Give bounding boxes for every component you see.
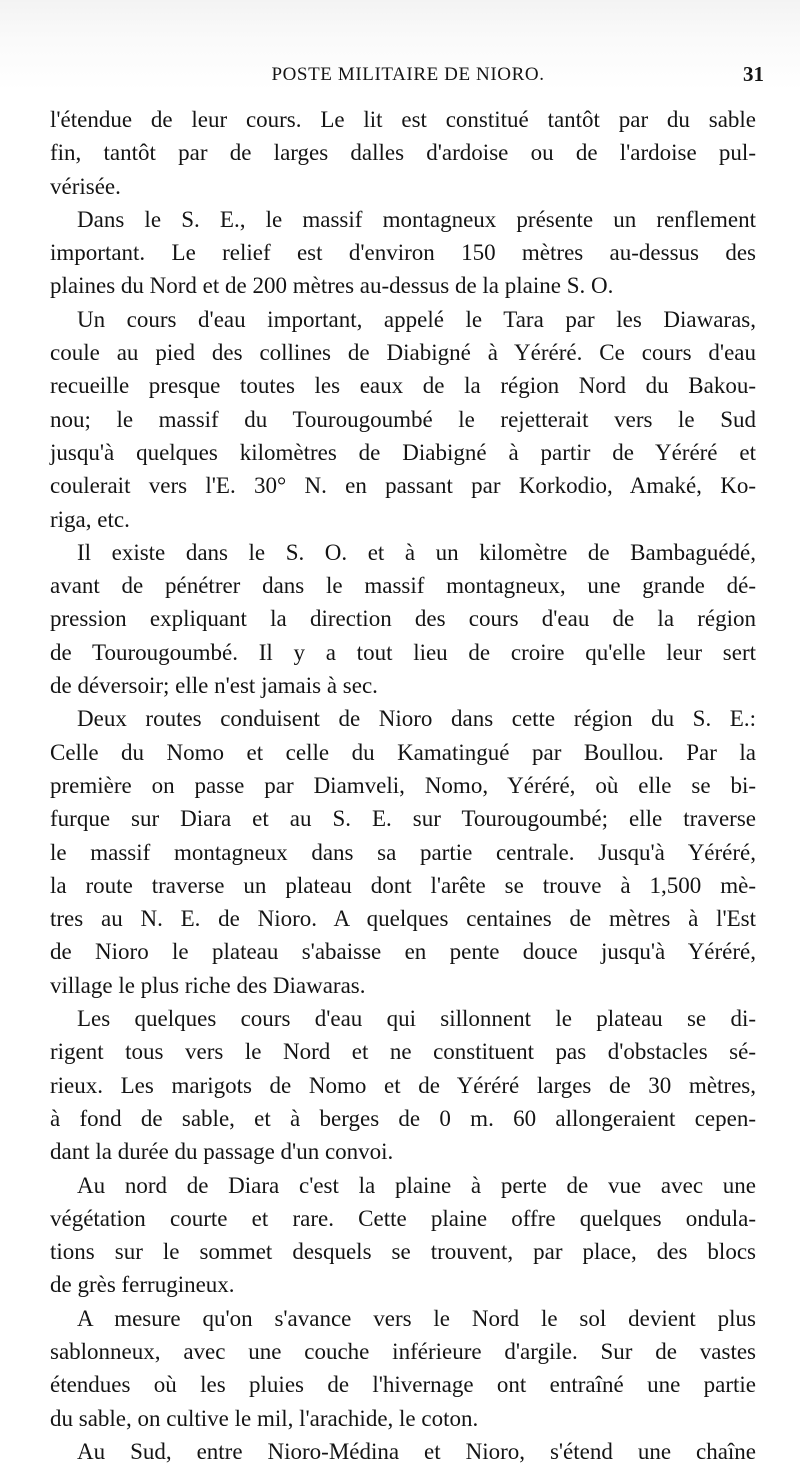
text-line: de grès ferrugineux. [50,1272,235,1298]
text-line: A mesure qu'on s'avance vers le Nord le sol devient plus [77,1305,756,1331]
body-text [50,103,756,1468]
text-line: Les quelques cours d'eau qui sillonnent le plateau se di- [77,1006,756,1032]
text-line: Deux routes conduisent de Nioro dans cette région du S. E.: [77,706,756,732]
text-line: jusqu'à quelques kilomètres de Diabigné à partir de Yéréré et [50,439,756,465]
text-line: de Nioro le plateau s'abaisse en pente douce jusqu'à Yéréré, [50,939,756,965]
text-line: coulerait vers l'E. 30° N. en passant par Korkodio, Amaké, Ko- [50,473,756,499]
text-line: dant la durée du passage d'un convoi. [50,1139,394,1165]
text-line: tres au N. E. de Nioro. A quelques centaines de mètres à l'Est [50,906,756,932]
text-line: Dans le S. E., le massif montagneux présente un renflement [77,206,756,232]
text-line: plaines du Nord et de 200 mètres au-dessus de la plaine S. O. [50,273,614,299]
text-line: Celle du Nomo et celle du Kamatingué par Boullou. Par la [50,739,756,765]
text-line: Il existe dans le S. O. et à un kilomètre de Bambaguédé, [77,539,756,565]
text-line: important. Le relief est d'environ 150 mètres au-dessus des [50,240,756,266]
text-line: tions sur le sommet desquels se trouvent, par place, des blocs [50,1239,756,1265]
text-line: de déversoir; elle n'est jamais à sec. [50,673,378,699]
text-line: vérisée. [50,173,121,199]
text-line: avant de pénétrer dans le massif montagneux, une grande dé- [50,573,756,599]
text-line: sablonneux, avec une couche inférieure d'argile. Sur de vastes [50,1338,756,1364]
text-line: la route traverse un plateau dont l'arête se trouve à 1,500 mè- [50,872,756,898]
text-line: à fond de sable, et à berges de 0 m. 60 allongeraient cepen- [50,1105,756,1131]
text-line: étendues où les pluies de l'hivernage ont entraîné une partie [50,1372,756,1398]
running-head [52,62,764,90]
text-line: recueille presque toutes les eaux de la région Nord du Bakou- [50,373,756,399]
text-line: Au nord de Diara c'est la plaine à perte de vue avec une [77,1172,756,1198]
text-line: l'étendue de leur cours. Le lit est constitué tantôt par du sable [50,107,756,132]
text-line: village le plus riche des Diawaras. [50,972,366,998]
text-line: rieux. Les marigots de Nomo et de Yéréré larges de 30 mètres, [50,1072,756,1098]
running-title: POSTE MILITAIRE DE NIORO. [271,64,545,85]
text-line: coule au pied des collines de Diabigné à Yéréré. Ce cours d'eau [50,340,756,366]
text-line: nou; le massif du Tourougoumbé le rejetterait vers le Sud [50,406,756,432]
text-line: rigent tous vers le Nord et ne constituent pas d'obstacles sé- [50,1039,756,1065]
text-line: du sable, on cultive le mil, l'arachide, le coton. [50,1405,479,1431]
page-number: 31 [743,62,764,86]
text-line: riga, etc. [50,506,130,532]
text-line: furque sur Diara et au S. E. sur Tourougoumbé; elle traverse [50,806,756,832]
text-line: de Tourougoumbé. Il y a tout lieu de croire qu'elle leur sert [50,639,756,665]
text-line: première on passe par Diamveli, Nomo, Yéréré, où elle se bi- [50,772,756,798]
text-line: le massif montagneux dans sa partie centrale. Jusqu'à Yéréré, [50,839,756,865]
text-line: fin, tantôt par de larges dalles d'ardoise ou de l'ardoise pul- [50,140,756,166]
text-line: végétation courte et rare. Cette plaine offre quelques ondula- [50,1205,756,1231]
text-line: pression expliquant la direction des cours d'eau de la région [50,606,756,632]
text-line: Au Sud, entre Nioro-Médina et Nioro, s'étend une chaîne [77,1438,756,1464]
text-line: Un cours d'eau important, appelé le Tara par les Diawaras, [77,306,756,332]
